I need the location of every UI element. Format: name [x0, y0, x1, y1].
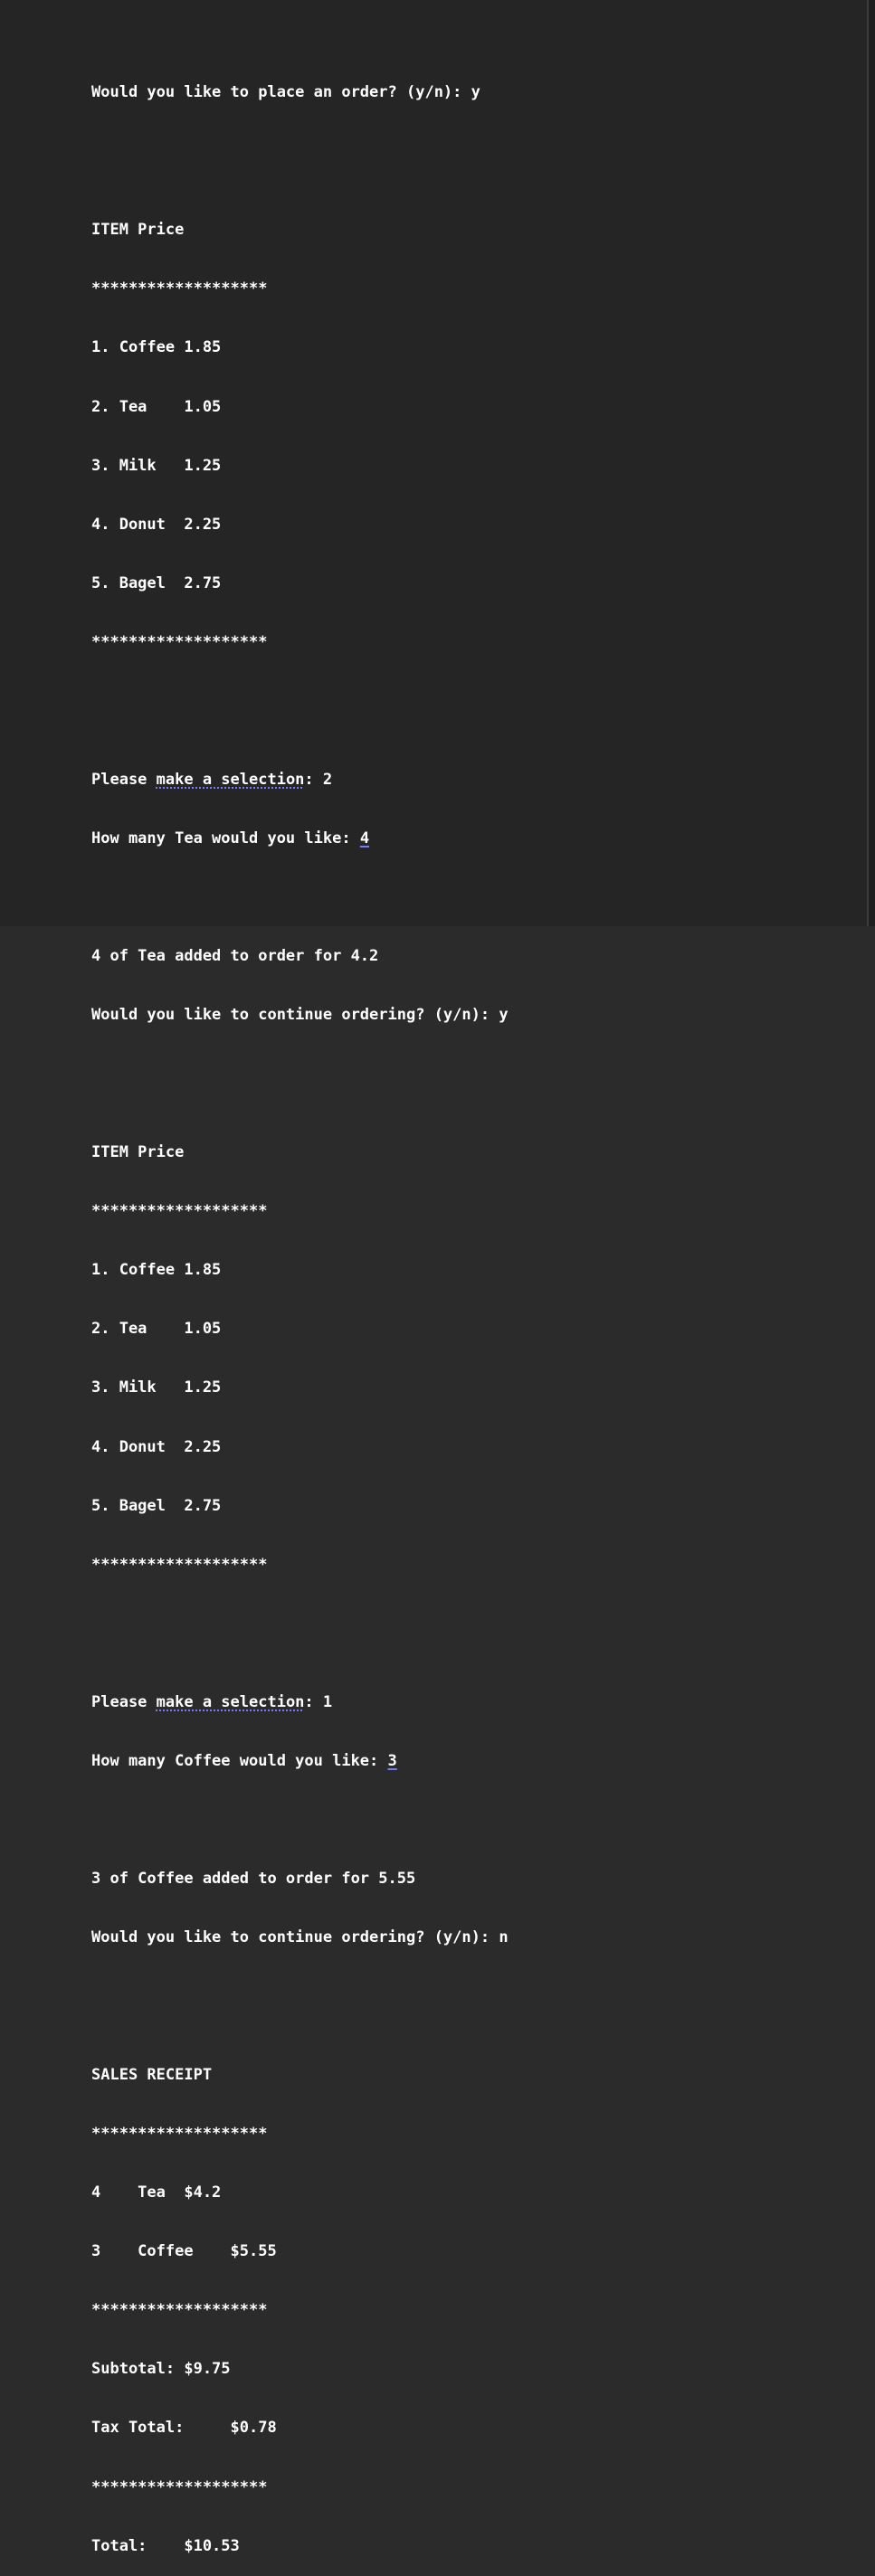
console-output: [91, 44, 509, 2576]
selection-prompt-line: [91, 771, 509, 791]
menu-item: 3. Milk 1.25: [91, 456, 222, 475]
selection-prompt-marked: make a selection: [156, 1692, 305, 1711]
menu-item: 4. Donut 2.25: [91, 515, 222, 534]
blank-line: [91, 1615, 509, 1634]
quantity-prompt-line: [91, 1752, 509, 1772]
receipt-header: SALES RECEIPT: [91, 2065, 213, 2084]
receipt-subtotal: Subtotal: $9.75: [91, 2360, 231, 2379]
blank-line: [91, 1811, 509, 1831]
blank-line: [91, 692, 509, 712]
menu-item: 4. Donut 2.25: [91, 1437, 222, 1456]
separator: *******************: [91, 632, 268, 651]
separator: *******************: [91, 1202, 268, 1221]
order-prompt-text: Would you like to place an order? (y/n):: [91, 83, 471, 102]
blank-line: [91, 888, 509, 908]
separator: *******************: [91, 1555, 268, 1574]
blank-line: [91, 1987, 509, 2007]
receipt-line: 4 Tea $4.2: [91, 2183, 222, 2202]
selection-prompt-line: [91, 1693, 509, 1713]
added-to-order-line: 4 of Tea added to order for 4.2: [91, 947, 379, 966]
menu-item: 2. Tea 1.05: [91, 1320, 222, 1339]
receipt-tax: Tax Total: $0.78: [91, 2419, 277, 2438]
menu-item: 2. Tea 1.05: [91, 397, 222, 416]
menu-header: ITEM Price: [91, 1143, 185, 1162]
menu-item: 3. Milk 1.25: [91, 1378, 222, 1397]
quantity-prompt-text: How many Coffee would you like:: [91, 1751, 388, 1770]
order-prompt-answer: y: [471, 83, 480, 102]
receipt-line: 3 Coffee $5.55: [91, 2242, 277, 2261]
order-prompt-line: [91, 83, 509, 103]
blank-line: [91, 1065, 509, 1084]
separator: *******************: [91, 2301, 268, 2320]
quantity-prompt-text: How many Tea would you like:: [91, 829, 360, 848]
receipt-total: Total: $10.53: [91, 2536, 240, 2555]
menu-item: 5. Bagel 2.75: [91, 1496, 222, 1515]
menu-header: ITEM Price: [91, 221, 185, 240]
quantity-input-value[interactable]: 3: [387, 1751, 397, 1770]
menu-item: 1. Coffee 1.85: [91, 1261, 222, 1280]
selection-prompt-pre: Please: [91, 1692, 157, 1711]
continue-prompt-line: Would you like to continue ordering? (y/n): y: [91, 1006, 509, 1025]
selection-prompt-post: : 1: [304, 1692, 333, 1711]
blank-line: [91, 143, 509, 163]
separator: *******************: [91, 2477, 268, 2496]
separator: *******************: [91, 279, 268, 298]
menu-item: 1. Coffee 1.85: [91, 338, 222, 357]
added-to-order-line: 3 of Coffee added to order for 5.55: [91, 1869, 416, 1888]
scrollbar-gutter[interactable]: [869, 0, 875, 926]
continue-prompt-line: Would you like to continue ordering? (y/n): n: [91, 1928, 509, 1947]
selection-prompt-post: : 2: [304, 770, 333, 789]
selection-prompt-pre: Please: [91, 770, 157, 789]
quantity-input-value[interactable]: 4: [359, 829, 370, 848]
quantity-prompt-line: [91, 829, 509, 849]
menu-item: 5. Bagel 2.75: [91, 573, 222, 592]
separator: *******************: [91, 2125, 268, 2144]
selection-prompt-marked: make a selection: [156, 770, 305, 789]
